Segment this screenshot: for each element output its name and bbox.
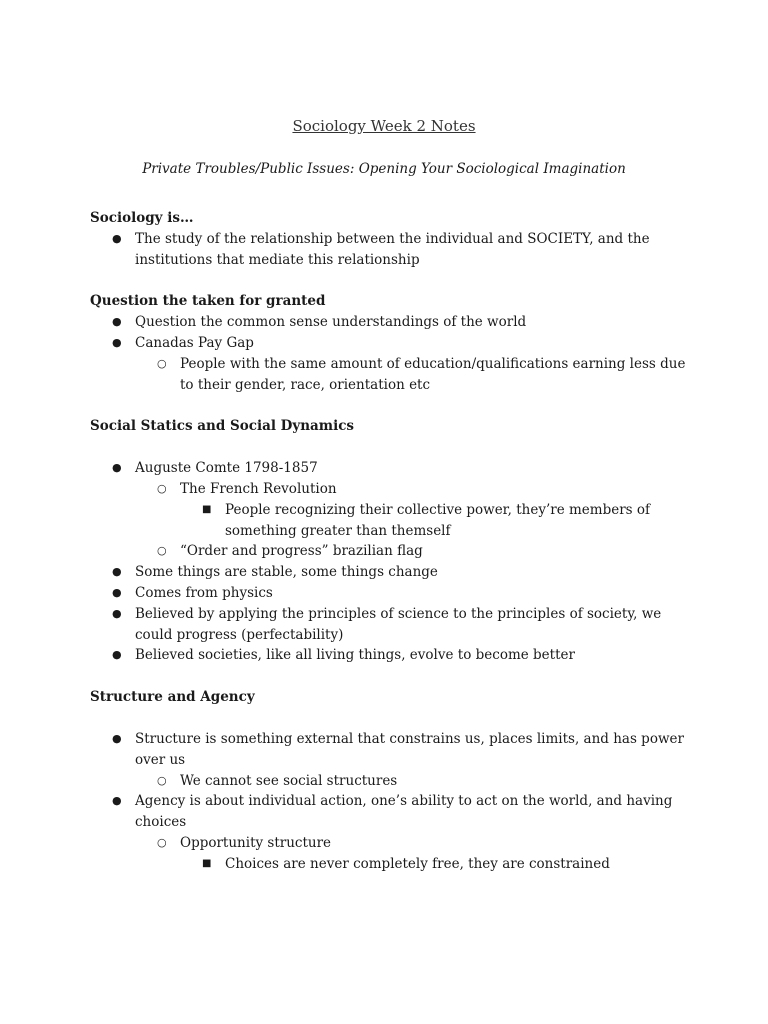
bullet-marker: ○ bbox=[157, 835, 167, 849]
list-item-text: Believed societies, like all living things, evolve to become better bbox=[135, 647, 575, 664]
bullet-marker: ● bbox=[112, 461, 122, 475]
bullet-marker: ■ bbox=[202, 503, 212, 515]
bullet-list bbox=[90, 458, 690, 666]
bullet-list bbox=[90, 229, 690, 271]
list-item bbox=[90, 479, 690, 500]
list-item bbox=[90, 771, 690, 792]
list-item-text: Some things are stable, some things change bbox=[135, 564, 438, 581]
list-item bbox=[90, 500, 690, 542]
list-item-text: Choices are never completely free, they are constrained bbox=[225, 855, 610, 872]
bullet-marker: ● bbox=[112, 794, 122, 808]
list-item bbox=[90, 458, 690, 479]
list-item bbox=[90, 562, 690, 583]
bullet-marker: ○ bbox=[157, 356, 167, 370]
list-item bbox=[90, 229, 690, 271]
list-item-text: Agency is about individual action, one’s ability to act on the world, and having choices bbox=[135, 793, 673, 831]
list-item bbox=[90, 729, 690, 771]
bullet-marker: ■ bbox=[202, 857, 212, 869]
list-item bbox=[90, 312, 690, 333]
section-heading: Sociology is… bbox=[90, 210, 194, 226]
list-item-text: People with the same amount of education/qualifications earning less due to their gender, race, orientation etc bbox=[180, 355, 686, 393]
list-item bbox=[90, 791, 690, 833]
bullet-marker: ● bbox=[112, 231, 122, 245]
bullet-marker: ● bbox=[112, 585, 122, 599]
document-body bbox=[90, 208, 690, 875]
list-item bbox=[90, 854, 690, 875]
list-item-text: The study of the relationship between the individual and SOCIETY, and the institutions that mediate this relationship bbox=[135, 230, 650, 268]
list-item-text: Auguste Comte 1798-1857 bbox=[135, 460, 318, 477]
bullet-list bbox=[90, 729, 690, 875]
list-item-text: Comes from physics bbox=[135, 584, 273, 601]
list-item bbox=[90, 333, 690, 354]
list-item-text: Question the common sense understandings of the world bbox=[135, 314, 527, 331]
document-title: Sociology Week 2 Notes bbox=[292, 117, 476, 135]
bullet-marker: ○ bbox=[157, 481, 167, 495]
list-item-text: The French Revolution bbox=[180, 480, 337, 497]
bullet-marker: ● bbox=[112, 315, 122, 329]
list-item-text: We cannot see social structures bbox=[180, 772, 398, 789]
list-item bbox=[90, 833, 690, 854]
list-item-text: Structure is something external that constrains us, places limits, and has power over us bbox=[135, 730, 684, 768]
list-item bbox=[90, 604, 690, 646]
list-item-text: “Order and progress” brazilian flag bbox=[180, 543, 423, 560]
list-item-text: Opportunity structure bbox=[180, 834, 332, 851]
list-item bbox=[90, 645, 690, 666]
bullet-marker: ● bbox=[112, 565, 122, 579]
bullet-marker: ● bbox=[112, 606, 122, 620]
document-subtitle: Private Troubles/Public Issues: Opening Your Sociological Imagination bbox=[142, 161, 626, 177]
list-item bbox=[90, 354, 690, 396]
list-item-text: Canadas Pay Gap bbox=[135, 334, 254, 351]
bullet-marker: ● bbox=[112, 335, 122, 349]
bullet-marker: ● bbox=[112, 731, 122, 745]
list-item-text: Believed by applying the principles of science to the principles of society, we could progress (perfectability) bbox=[135, 605, 662, 643]
section-heading: Social Statics and Social Dynamics bbox=[90, 418, 355, 435]
bullet-marker: ○ bbox=[157, 544, 167, 558]
list-item bbox=[90, 583, 690, 604]
list-item-text: People recognizing their collective power, they’re members of something greater than themself bbox=[225, 501, 651, 539]
bullet-marker: ○ bbox=[157, 773, 167, 787]
section-heading: Question the taken for granted bbox=[90, 293, 326, 310]
section-heading: Structure and Agency bbox=[90, 689, 255, 706]
bullet-list bbox=[90, 312, 690, 395]
list-item bbox=[90, 541, 690, 562]
bullet-marker: ● bbox=[112, 648, 122, 662]
